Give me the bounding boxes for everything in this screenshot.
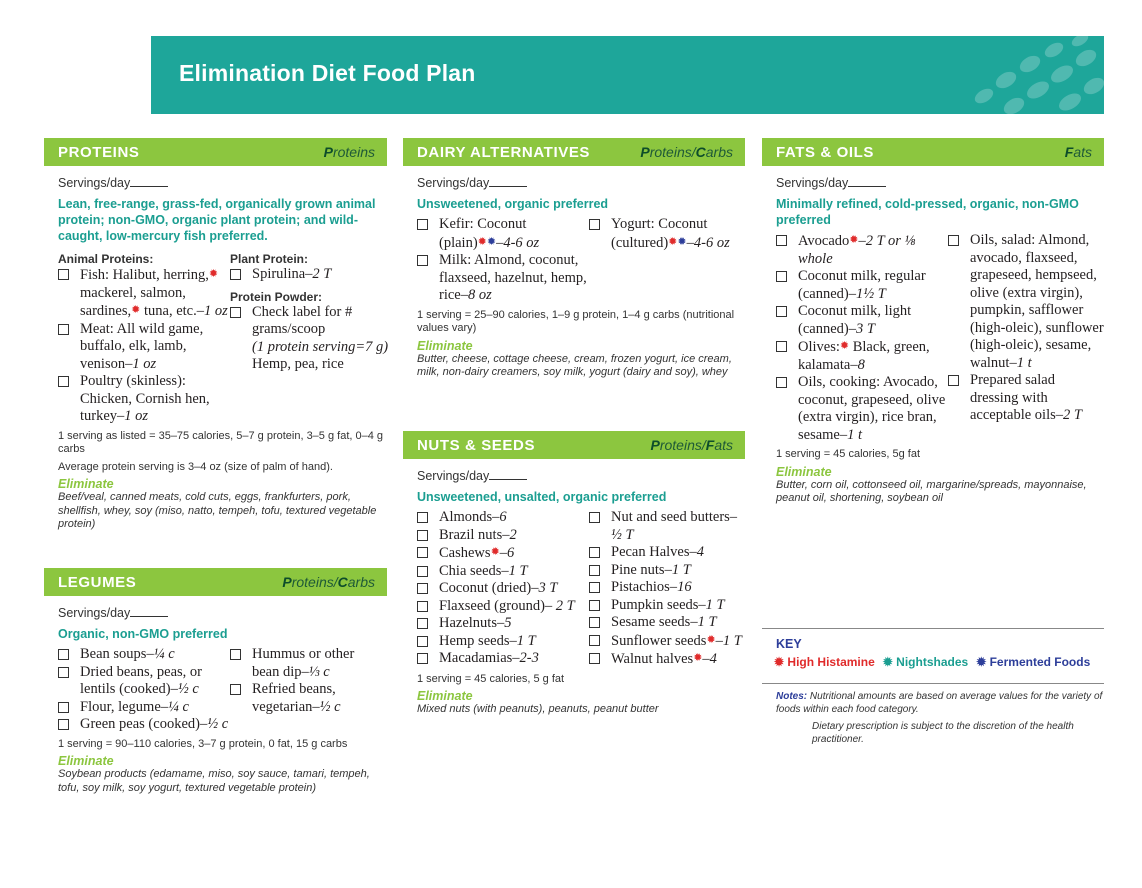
- list-item[interactable]: Hemp seeds–1 T: [417, 633, 589, 651]
- fermented-foods-icon: ✹: [976, 655, 987, 669]
- list-item[interactable]: Kefir: Coconut (plain)✹✹–4-6 oz: [417, 216, 589, 252]
- checkbox[interactable]: [230, 269, 241, 280]
- eliminate-heading: Eliminate: [58, 754, 114, 768]
- high-histamine-icon: ✹: [849, 234, 859, 246]
- list-item[interactable]: Hazelnuts–5: [417, 615, 589, 633]
- proteins-serving-note: 1 serving as listed = 35–75 calories, 5–7 g protein, 3–5 g fat, 0–4 g carbs: [58, 429, 384, 455]
- nuts-servings: Servings/day: [417, 469, 745, 483]
- legumes-list-left: [58, 646, 230, 734]
- checkbox[interactable]: [417, 618, 428, 629]
- list-item[interactable]: Spirulina–2 T: [230, 266, 390, 284]
- list-item[interactable]: Oils, salad: Almond, avocado, flaxseed, grapeseed, hempseed, olive (extra virgin), pumpkin, safflower (high-oleic), sunflower (high-oleic), sesame, walnut–1 t: [948, 232, 1104, 372]
- list-item[interactable]: Hummus or other bean dip–⅓ c: [230, 646, 380, 681]
- nuts-tag: Proteins/Fats: [650, 437, 733, 453]
- dairy-preferred: Unsweetened, organic preferred: [417, 197, 609, 211]
- dairy-section: [403, 138, 745, 380]
- list-item[interactable]: Chia seeds–1 T: [417, 563, 589, 581]
- proteins-header: [44, 138, 387, 166]
- servings-blank[interactable]: [130, 607, 168, 617]
- key-high-histamine: ✹ High Histamine: [774, 655, 875, 669]
- high-histamine-icon: ✹: [693, 652, 703, 664]
- checkbox[interactable]: [948, 375, 959, 386]
- eliminate-heading: Eliminate: [417, 689, 473, 703]
- checkbox[interactable]: [589, 653, 600, 664]
- checkbox[interactable]: [589, 582, 600, 593]
- checkbox[interactable]: [417, 512, 428, 523]
- nuts-eliminate-text: Mixed nuts (with peanuts), peanuts, peanut butter: [417, 703, 659, 715]
- list-item[interactable]: Cashews✹–6: [417, 544, 589, 563]
- plant-protein-list: [230, 266, 390, 284]
- legumes-list-right: [230, 646, 380, 734]
- list-item[interactable]: Pine nuts–1 T: [589, 562, 745, 580]
- servings-blank[interactable]: [489, 177, 527, 187]
- checkbox[interactable]: [417, 653, 428, 664]
- animal-proteins-list: [58, 266, 230, 426]
- nuts-list-left: [417, 509, 589, 669]
- decorative-dots-pattern: [944, 36, 1104, 114]
- page-title: Elimination Diet Food Plan: [179, 60, 476, 86]
- checkbox[interactable]: [776, 377, 787, 388]
- plant-protein-heading: Plant Protein:: [230, 252, 309, 266]
- protein-powder-list: [230, 304, 390, 374]
- checkbox[interactable]: [417, 530, 428, 541]
- checkbox[interactable]: [589, 219, 600, 230]
- dairy-list-left: [417, 216, 589, 305]
- proteins-section: [44, 138, 387, 532]
- list-item[interactable]: Pumpkin seeds–1 T: [589, 597, 745, 615]
- fats-servings: Servings/day: [776, 176, 1104, 190]
- key-fermented-foods: ✹ Fermented Foods: [976, 655, 1091, 669]
- high-histamine-icon: ✹: [131, 304, 141, 316]
- checkbox[interactable]: [776, 306, 787, 317]
- legumes-header: [44, 568, 387, 596]
- checkbox[interactable]: [776, 235, 787, 246]
- checkbox[interactable]: [417, 583, 428, 594]
- list-item[interactable]: Pistachios–16: [589, 579, 745, 597]
- nuts-title: NUTS & SEEDS: [417, 436, 536, 454]
- notes-label: Notes:: [776, 691, 808, 702]
- dairy-serving-note: 1 serving = 25–90 calories, 1–9 g protein, 1–4 g carbs (nutritional values vary): [417, 308, 735, 334]
- checkbox[interactable]: [58, 667, 69, 678]
- list-item[interactable]: Yogurt: Coconut (cultured)✹✹–4-6 oz: [589, 216, 745, 252]
- checkbox[interactable]: [589, 547, 600, 558]
- notes-line-1: Nutritional amounts are based on average values for the variety of foods within each food category.: [776, 691, 1103, 715]
- high-histamine-icon: ✹: [668, 235, 678, 248]
- list-item[interactable]: Prepared salad dressing with acceptable oils–2 T: [948, 372, 1104, 425]
- legumes-preferred: Organic, non-GMO preferred: [58, 627, 228, 641]
- list-item[interactable]: Refried beans, vegetarian–½ c: [230, 681, 380, 716]
- eliminate-heading: Eliminate: [417, 338, 473, 353]
- checkbox[interactable]: [58, 719, 69, 730]
- checkbox[interactable]: [417, 601, 428, 612]
- legumes-section: [44, 568, 387, 795]
- legumes-serving-note: 1 serving = 90–110 calories, 3–7 g protein, 0 fat, 15 g carbs: [58, 737, 348, 750]
- checkbox[interactable]: [58, 376, 69, 387]
- eliminate-heading: Eliminate: [776, 464, 832, 479]
- legumes-title: LEGUMES: [58, 573, 137, 591]
- list-item[interactable]: Fish: Halibut, herring,✹ mackerel, salmon, sardines,✹ tuna, etc.–1 oz: [58, 266, 230, 321]
- list-item[interactable]: Macadamias–2-3: [417, 650, 589, 668]
- dairy-header: [403, 138, 745, 166]
- fats-preferred: Minimally refined, cold-pressed, organic, non-GMO preferred: [776, 197, 1079, 227]
- legumes-tag: Proteins/Carbs: [282, 574, 375, 590]
- fats-section: [762, 138, 1104, 506]
- fats-serving-note: 1 serving = 45 calories, 5g fat: [776, 448, 920, 460]
- list-item[interactable]: Almonds–6: [417, 509, 589, 527]
- nightshades-icon: ✹: [882, 655, 893, 669]
- checkbox[interactable]: [589, 635, 600, 646]
- fats-list-right: [948, 232, 1104, 444]
- high-histamine-icon: ✹: [477, 235, 487, 248]
- fats-tag: Fats: [1064, 144, 1092, 160]
- checkbox[interactable]: [776, 271, 787, 282]
- notes-line-2: Dietary prescription is subject to the discretion of the health practitioner.: [812, 721, 1074, 745]
- list-item[interactable]: Bean soups–¼ c: [58, 646, 230, 664]
- checkbox[interactable]: [589, 617, 600, 628]
- list-item[interactable]: Coconut (dried)–3 T: [417, 580, 589, 598]
- proteins-preferred: Lean, free-range, grass-fed, organically grown animal protein; non-GMO, organic plant protein; and wild-caught, low-mercury fish preferred.: [58, 197, 376, 243]
- nuts-section: [403, 431, 745, 717]
- list-item[interactable]: Flaxseed (ground)– 2 T: [417, 598, 589, 616]
- list-item[interactable]: Meat: All wild game, buffalo, elk, lamb, venison–1 oz: [58, 321, 230, 374]
- list-item[interactable]: Milk: Almond, coconut, flaxseed, hazelnut, hemp, rice–8 oz: [417, 252, 589, 305]
- legumes-servings: Servings/day: [58, 606, 387, 620]
- column-left: [44, 138, 389, 794]
- proteins-servings: Servings/day: [58, 176, 387, 190]
- list-item[interactable]: Poultry (skinless): Chicken, Cornish hen, turkey–1 oz: [58, 373, 230, 426]
- list-item[interactable]: Nut and seed butters–½ T: [589, 509, 745, 544]
- list-item[interactable]: Coconut milk, light (canned)–3 T: [776, 303, 948, 338]
- key-legend: [762, 628, 1104, 746]
- notes: [762, 683, 1104, 746]
- checkbox[interactable]: [948, 235, 959, 246]
- eliminate-heading: Eliminate: [58, 477, 114, 491]
- list-item[interactable]: Olives:✹ Black, green, kalamata–8: [776, 338, 948, 374]
- checkbox[interactable]: [230, 684, 241, 695]
- checkbox[interactable]: [58, 702, 69, 713]
- checkbox[interactable]: [58, 269, 69, 280]
- nuts-list-right: [589, 509, 745, 669]
- servings-blank[interactable]: [489, 470, 527, 480]
- key-title: KEY: [776, 637, 802, 651]
- list-item[interactable]: Dried beans, peas, or lentils (cooked)–½ c: [58, 664, 230, 699]
- checkbox[interactable]: [417, 547, 428, 558]
- checkbox[interactable]: [230, 307, 241, 318]
- servings-blank[interactable]: [130, 177, 168, 187]
- animal-proteins-heading: Animal Proteins:: [58, 252, 154, 266]
- list-item[interactable]: Coconut milk, regular (canned)–1½ T: [776, 268, 948, 303]
- nuts-serving-note: 1 serving = 45 calories, 5 g fat: [417, 672, 565, 685]
- list-item[interactable]: Green peas (cooked)–½ c: [58, 716, 230, 734]
- legumes-eliminate-text: Soybean products (edamame, miso, soy sauce, tamari, tempeh, tofu, soy milk, soy yogurt, textured vegetable protein): [58, 768, 370, 794]
- proteins-title: PROTEINS: [58, 143, 140, 161]
- title-banner: [151, 36, 1104, 114]
- checkbox[interactable]: [776, 341, 787, 352]
- servings-blank[interactable]: [848, 177, 886, 187]
- proteins-tag: Proteins: [323, 144, 375, 160]
- high-histamine-icon: ✹: [774, 655, 785, 669]
- nuts-preferred: Unsweetened, unsalted, organic preferred: [417, 490, 667, 504]
- protein-powder-heading: Protein Powder:: [230, 289, 323, 304]
- list-item[interactable]: Oils, cooking: Avocado, coconut, grapeseed, olive (extra virgin), rice bran, sesame–1 t: [776, 374, 948, 444]
- checkbox[interactable]: [417, 566, 428, 577]
- fermented-foods-icon: ✹: [677, 235, 687, 248]
- checkbox[interactable]: [417, 219, 428, 230]
- list-item[interactable]: Sunflower seeds✹–1 T: [589, 632, 745, 651]
- column-right: [762, 138, 1104, 506]
- list-item[interactable]: Check label for # grams/scoop (1 protein serving=7 g) Hemp, pea, rice: [230, 304, 390, 374]
- dairy-title: DAIRY ALTERNATIVES: [417, 143, 591, 161]
- list-item[interactable]: Pecan Halves–4: [589, 544, 745, 562]
- nuts-header: [403, 431, 745, 459]
- checkbox[interactable]: [417, 636, 428, 647]
- checkbox[interactable]: [417, 255, 428, 266]
- fats-eliminate-text: Butter, corn oil, cottonseed oil, margarine/spreads, mayonnaise, peanut oil, shortening, soybean oil: [776, 478, 1087, 504]
- checkbox[interactable]: [589, 565, 600, 576]
- checkbox[interactable]: [589, 512, 600, 523]
- list-item[interactable]: Sesame seeds–1 T: [589, 614, 745, 632]
- fats-header: [762, 138, 1104, 166]
- proteins-average-note: Average protein serving is 3–4 oz (size of palm of hand).: [58, 460, 333, 473]
- list-item[interactable]: Brazil nuts–2: [417, 527, 589, 545]
- checkbox[interactable]: [589, 600, 600, 611]
- list-item[interactable]: Avocado✹–2 T or ⅛ whole: [776, 232, 948, 268]
- high-histamine-icon: ✹: [839, 340, 850, 352]
- proteins-eliminate-text: Beef/veal, canned meats, cold cuts, eggs, frankfurters, pork, shellfish, whey, soy (miso, natto, tempeh, tofu, textured vegetable protein): [58, 491, 377, 530]
- fats-list-left: [776, 232, 948, 444]
- dairy-tag: Proteins/Carbs: [640, 144, 733, 160]
- dairy-eliminate-text: Butter, cheese, cottage cheese, cream, frozen yogurt, ice cream, milk, non-dairy creamers, soy milk, yogurt (dairy and soy), whey: [417, 352, 732, 378]
- column-middle: [403, 138, 745, 715]
- key-nightshades: ✹ Nightshades: [882, 655, 969, 669]
- fats-title: FATS & OILS: [776, 143, 874, 161]
- dairy-list-right: [589, 216, 745, 305]
- dairy-servings: Servings/day: [417, 176, 745, 190]
- high-histamine-icon: ✹: [706, 633, 716, 646]
- high-histamine-icon: ✹: [490, 546, 500, 558]
- high-histamine-icon: ✹: [208, 268, 219, 280]
- checkbox[interactable]: [58, 324, 69, 335]
- checkbox[interactable]: [58, 649, 69, 660]
- list-item[interactable]: Walnut halves✹–4: [589, 650, 745, 669]
- list-item[interactable]: Flour, legume–¼ c: [58, 699, 230, 717]
- fermented-foods-icon: ✹: [486, 235, 497, 248]
- checkbox[interactable]: [230, 649, 241, 660]
